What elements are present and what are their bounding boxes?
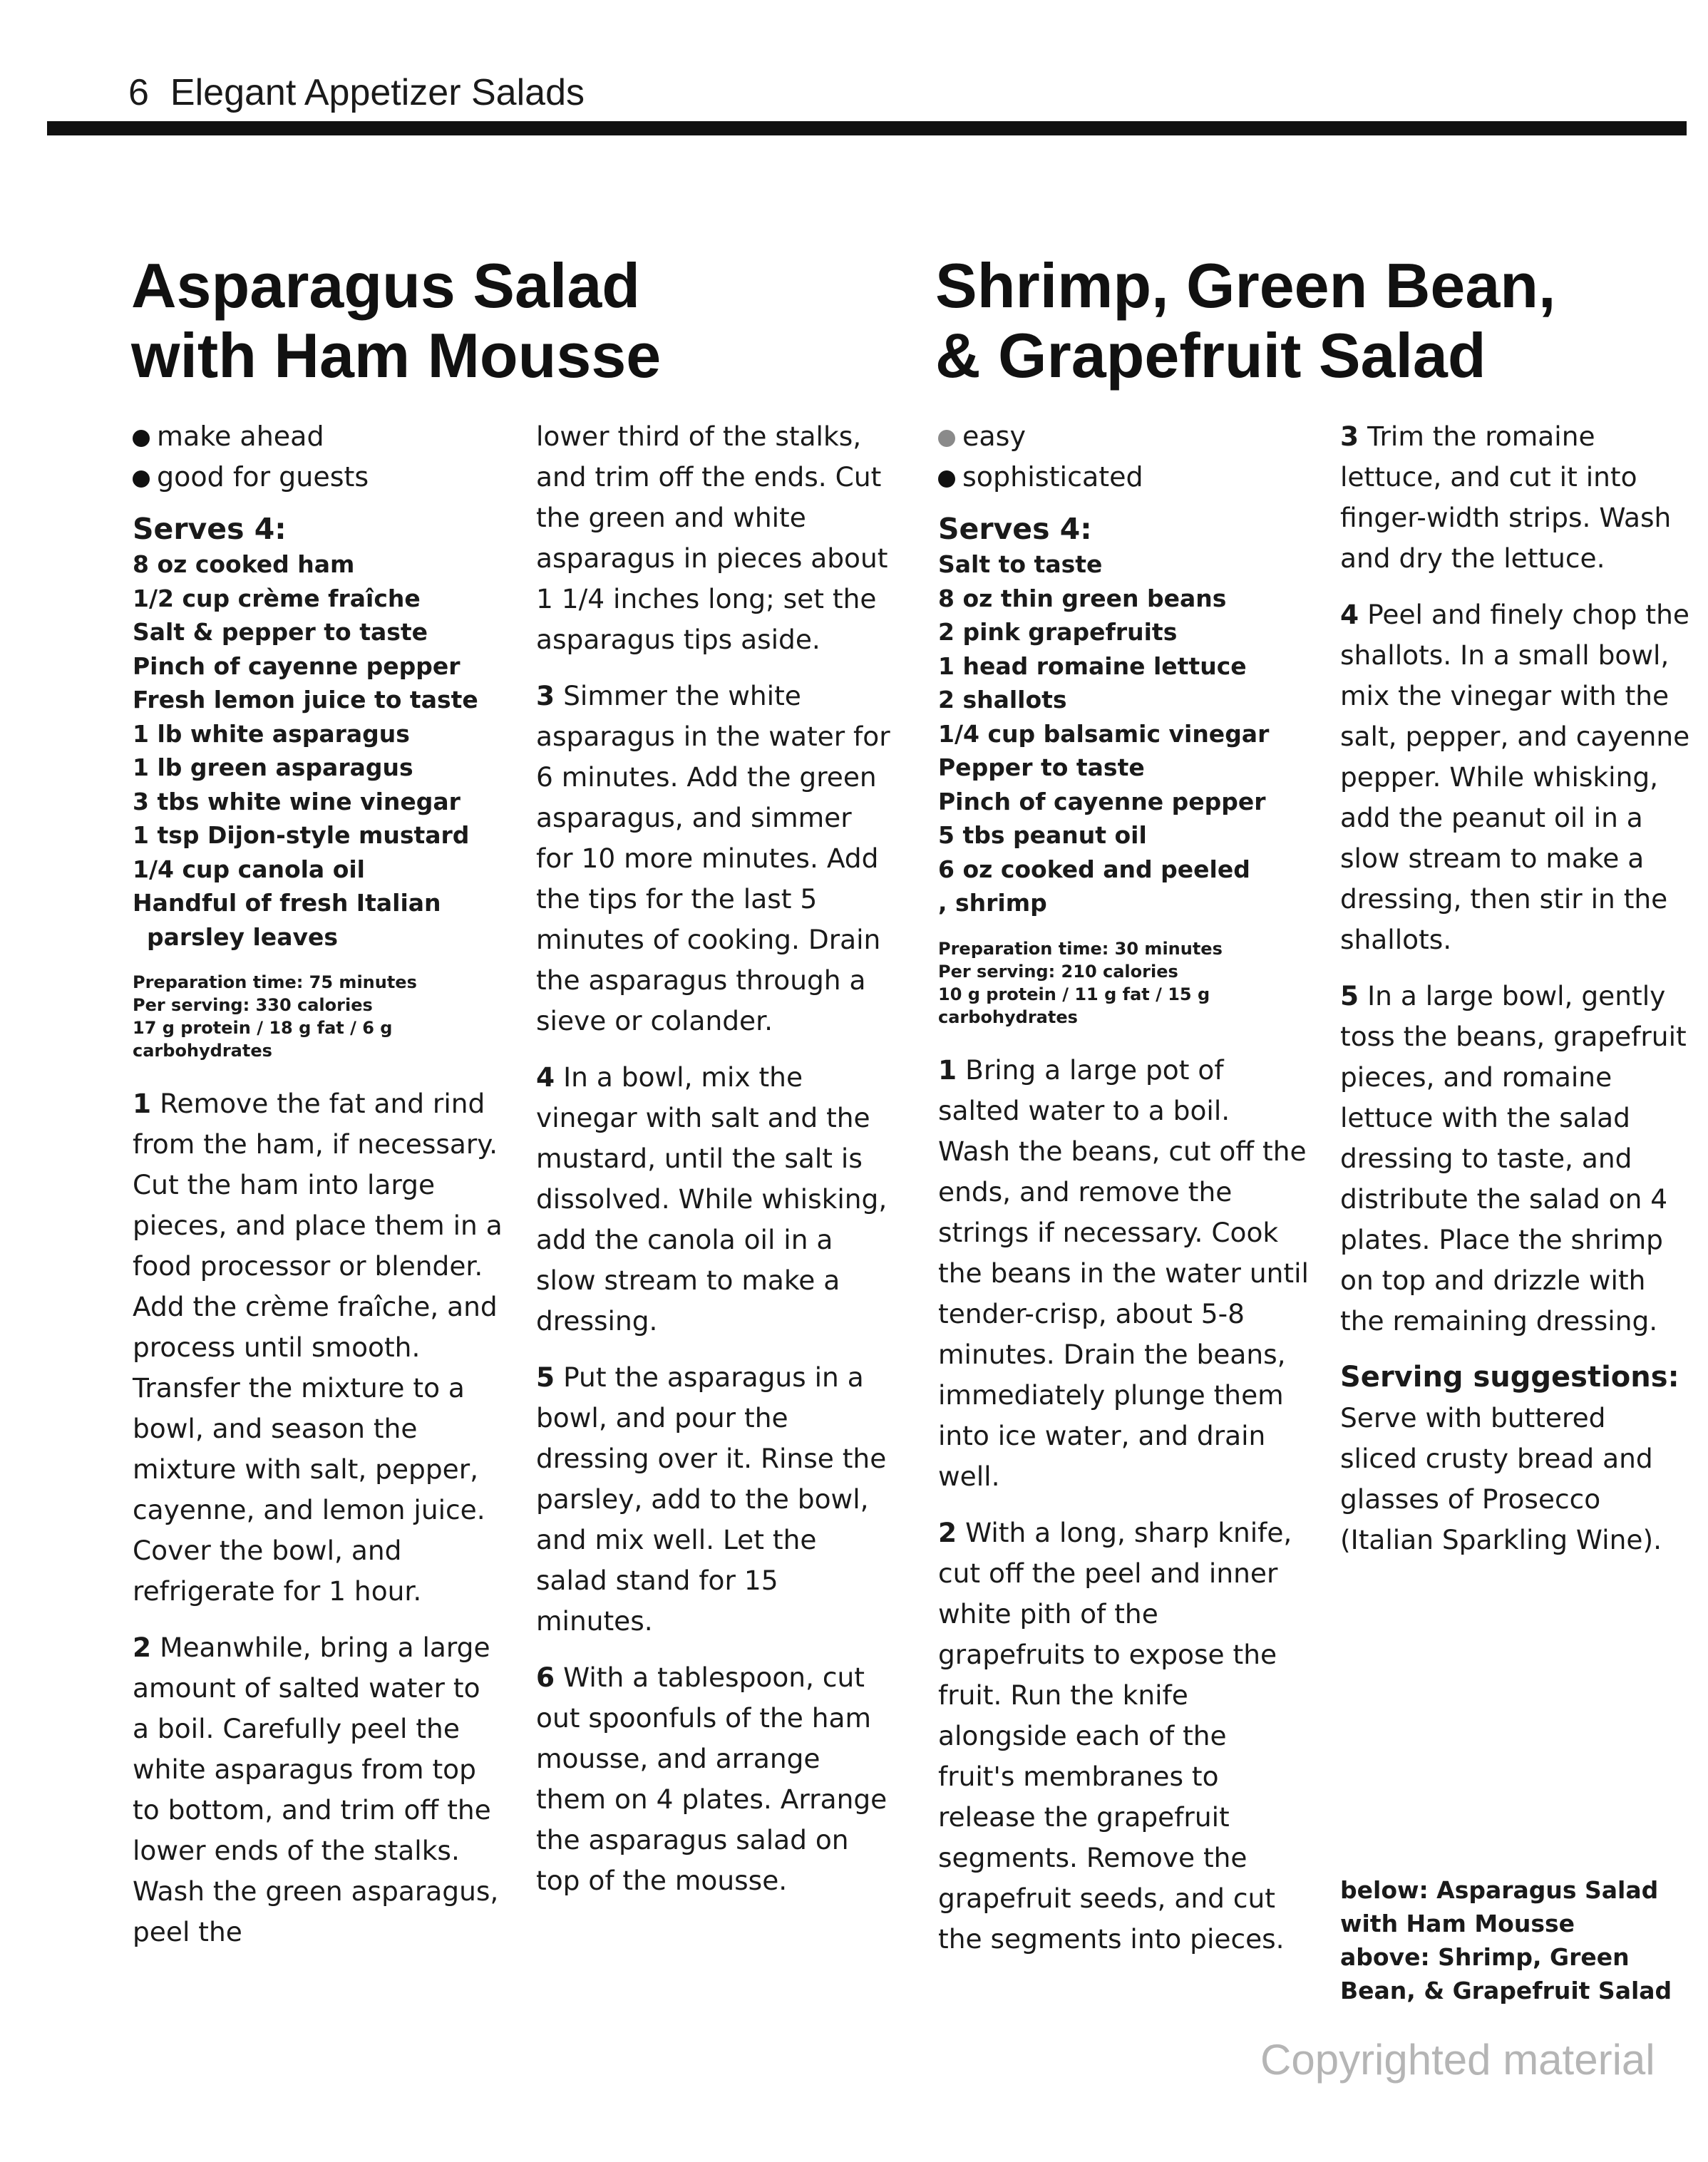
recipe1-title <box>131 251 661 391</box>
bullet-icon <box>938 430 955 447</box>
ingredient: Pepper to taste <box>938 753 1145 781</box>
ingredient: 6 oz cooked and peeled <box>938 855 1250 883</box>
recipe1-title-line: Asparagus Salad <box>131 250 641 321</box>
caption-line: above: Shrimp, Green <box>1340 1943 1630 1971</box>
serves-heading: Serves 4: <box>938 512 1092 546</box>
serves-heading: Serves 4: <box>133 512 287 546</box>
serving-suggestions-text: Serve with buttered sliced crusty bread and glasses of Prosecco (Italian Sparkling Wine). <box>1340 1402 1662 1555</box>
recipe-step <box>1340 416 1691 579</box>
running-header <box>128 71 585 114</box>
ingredient: 8 oz thin green beans <box>938 584 1227 612</box>
ingredient: Fresh lemon juice to taste <box>133 686 478 714</box>
ingredient: , shrimp <box>938 889 1047 917</box>
step-number: 2 <box>133 1632 152 1663</box>
bullet-icon <box>133 430 150 447</box>
ingredient: Pinch of cayenne pepper <box>938 787 1266 815</box>
tag-label: sophisticated <box>962 461 1143 493</box>
ingredient: 1/4 cup canola oil <box>133 855 365 883</box>
recipe-step <box>938 1513 1309 1960</box>
recipe2-title-line: & Grapefruit Salad <box>935 320 1486 391</box>
copyright-notice: Copyrighted material <box>1260 2036 1655 2084</box>
recipe-step <box>536 1057 896 1342</box>
step-number: 2 <box>938 1516 957 1548</box>
recipe-step <box>536 1657 896 1901</box>
step-number: 6 <box>536 1662 555 1693</box>
recipe2-title-block <box>935 251 1555 391</box>
step-text: With a tablespoon, cut out spoonfuls of the ham mousse, and arrange them on 4 plates. Arrange the asparagus salad on top of the mousse. <box>536 1662 888 1896</box>
tag-label: easy <box>962 421 1026 452</box>
ingredient: 8 oz cooked ham <box>133 550 355 578</box>
caption-line: Bean, & Grapefruit Salad <box>1340 1977 1672 2004</box>
recipe-step-continued <box>536 416 896 660</box>
recipe1-column-1 <box>133 416 503 1968</box>
nutrition-line: carbohydrates <box>938 1007 1078 1027</box>
step-text: Bring a large pot of salted water to a boil. Wash the beans, cut off the ends, and remove the strings if necessary. Cook the beans in the water until tender-crisp, about 5-8 minutes. Drain the beans, immediately plunge them into ice water, and drain well. <box>938 1054 1309 1492</box>
ingredient: 2 shallots <box>938 686 1067 714</box>
ingredient: 1 head romaine lettuce <box>938 652 1247 680</box>
step-text: Trim the romaine lettuce, and cut it into finger-width strips. Wash and dry the lettuce. <box>1340 421 1672 574</box>
step-number: 4 <box>1340 599 1359 630</box>
step-number: 5 <box>1340 980 1359 1011</box>
step-number: 3 <box>536 680 555 711</box>
tag-item <box>938 416 1309 457</box>
ingredient: 1 lb green asparagus <box>133 753 413 781</box>
recipe-step <box>133 1627 503 1952</box>
recipe2-column-1 <box>938 416 1309 1975</box>
nutrition-line: 17 g protein / 18 g fat / 6 g <box>133 1018 393 1038</box>
nutrition-line: Preparation time: 30 minutes <box>938 938 1223 959</box>
nutrition-info <box>938 937 1309 1029</box>
bullet-icon <box>938 470 955 488</box>
tag-item <box>938 457 1309 498</box>
photo-caption <box>1340 1873 1682 2007</box>
tag-item <box>133 416 503 457</box>
bullet-icon <box>133 470 150 488</box>
ingredient: 2 pink grapefruits <box>938 618 1178 646</box>
ingredient: Handful of fresh Italian <box>133 889 441 917</box>
recipe-step <box>1340 976 1691 1342</box>
caption-line: below: Asparagus Salad <box>1340 1876 1659 1904</box>
step-number: 3 <box>1340 421 1359 452</box>
step-text: Put the asparagus in a bowl, and pour the dressing over it. Rinse the parsley, add to the bowl, and mix well. Let the salad stand for 15 minutes. <box>536 1361 887 1637</box>
recipe-step <box>938 1050 1309 1497</box>
recipe1-title-line: with Ham Mousse <box>131 320 662 391</box>
tag-item <box>133 457 503 498</box>
nutrition-line: Per serving: 330 calories <box>133 995 373 1015</box>
page-number: 6 <box>128 72 149 113</box>
ingredient: Salt to taste <box>938 550 1103 578</box>
ingredient: 5 tbs peanut oil <box>938 821 1147 849</box>
ingredient: parsley leaves <box>147 922 338 951</box>
section-title: Elegant Appetizer Salads <box>170 72 585 113</box>
recipe1-column-2 <box>536 416 896 1917</box>
ingredient: 1/2 cup crème fraîche <box>133 584 421 612</box>
step-text: In a bowl, mix the vinegar with salt and the mustard, until the salt is dissolved. While whisking, add the canola oil in a slow stream to make a dressing. <box>536 1061 888 1337</box>
step-text: Remove the fat and rind from the ham, if necessary. Cut the ham into large pieces, and place them in a food processor or blender. Add the crème fraîche, and process until smooth. Transfer the mixture to a bowl, and season the mixture with salt, pepper, cayenne, and lemon juice. Cover the bowl, and refrigerate for 1 hour. <box>133 1088 503 1607</box>
recipe1-title-block <box>131 251 661 391</box>
recipe-step <box>1340 594 1691 960</box>
nutrition-info <box>133 971 503 1062</box>
step-text: lower third of the stalks, and trim off the ends. Cut the green and white asparagus in pieces about 1 1/4 inches long; set the asparagus tips aside. <box>536 421 888 655</box>
tag-label: good for guests <box>157 461 369 493</box>
ingredient-list <box>133 547 503 954</box>
step-number: 4 <box>536 1061 555 1093</box>
recipe2-column-2 <box>1340 416 1691 1576</box>
header-rule <box>47 121 1687 135</box>
nutrition-line: 10 g protein / 11 g fat / 15 g <box>938 984 1210 1004</box>
step-number: 1 <box>133 1088 152 1119</box>
step-number: 1 <box>938 1054 957 1086</box>
nutrition-line: Per serving: 210 calories <box>938 961 1178 982</box>
recipe2-title-line: Shrimp, Green Bean, <box>935 250 1556 321</box>
ingredient: 3 tbs white wine vinegar <box>133 787 461 815</box>
step-text: Meanwhile, bring a large amount of salted water to a boil. Carefully peel the white asparagus from top to bottom, and trim off the lower ends of the stalks. Wash the green asparagus, peel the <box>133 1632 499 1947</box>
serving-suggestions-heading: Serving suggestions: <box>1340 1361 1679 1394</box>
ingredient: 1 lb white asparagus <box>133 719 410 748</box>
ingredient: 1 tsp Dijon-style mustard <box>133 821 470 849</box>
ingredient: Pinch of cayenne pepper <box>133 652 461 680</box>
nutrition-line: Preparation time: 75 minutes <box>133 972 417 992</box>
recipe2-title <box>935 251 1555 391</box>
step-text: Peel and finely chop the shallots. In a small bowl, mix the vinegar with the salt, pepper, and cayenne pepper. While whisking, add the peanut oil in a slow stream to make a dressing, then stir in the shallots. <box>1340 599 1690 955</box>
caption-line: with Ham Mousse <box>1340 1910 1575 1937</box>
tag-label: make ahead <box>157 421 324 452</box>
recipe-step <box>133 1083 503 1612</box>
nutrition-line: carbohydrates <box>133 1041 272 1061</box>
ingredient: 1/4 cup balsamic vinegar <box>938 719 1270 748</box>
step-number: 5 <box>536 1361 555 1393</box>
step-text: Simmer the white asparagus in the water for 6 minutes. Add the green asparagus, and simmer for 10 more minutes. Add the tips for the last 5 minutes of cooking. Drain the asparagus through a sieve or colander. <box>536 680 890 1036</box>
serving-suggestions <box>1340 1357 1691 1560</box>
recipe-step <box>536 676 896 1041</box>
ingredient-list <box>938 547 1309 920</box>
recipe-step <box>536 1357 896 1642</box>
ingredient: Salt & pepper to taste <box>133 618 428 646</box>
step-text: With a long, sharp knife, cut off the peel and inner white pith of the grapefruits to expose the fruit. Run the knife alongside each of the fruit's membranes to release the grapefruit segments. Remove the grapefruit seeds, and cut the segments into pieces. <box>938 1516 1292 1955</box>
step-text: In a large bowl, gently toss the beans, grapefruit pieces, and romaine lettuce with the salad dressing to taste, and distribute the salad on 4 plates. Place the shrimp on top and drizzle with the remaining dressing. <box>1340 980 1687 1337</box>
